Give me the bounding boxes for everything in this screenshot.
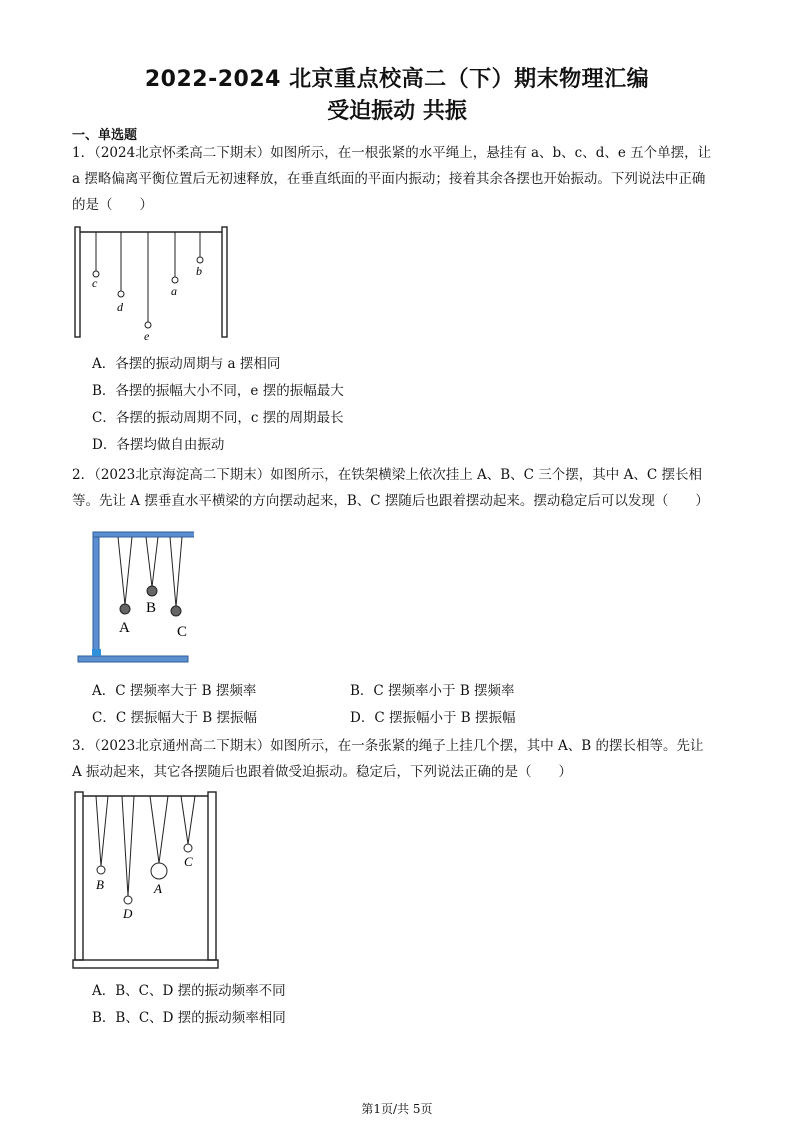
question-2 xyxy=(72,462,722,514)
label-a: a xyxy=(171,284,177,298)
figure-q1-pendulums xyxy=(70,224,235,344)
page-title: 2022-2024 北京重点校高二（下）期末物理汇编 xyxy=(144,67,650,92)
q3-option-a[interactable]: A．B、C、D 摆的振动频率不同 xyxy=(92,983,286,999)
label-A: A xyxy=(154,881,162,896)
label-A: A xyxy=(119,620,130,636)
question-1-stem-line2: a 摆略偏离平衡位置后无初速释放，在垂直纸面的平面内振动；接着其余各摆也开始振动。下列说法中正确 xyxy=(72,171,706,187)
q1-option-b[interactable]: B．各摆的振幅大小不同，e 摆的振幅最大 xyxy=(92,383,344,399)
question-text: 如图所示，在一条张紧的绳子上挂几个摆，其中 A、B 的摆长相等。先让 xyxy=(270,738,704,754)
label-B: B xyxy=(96,877,104,892)
label-C: C xyxy=(177,624,188,640)
label-C: C xyxy=(184,854,193,869)
q2-option-a[interactable]: A．C 摆频率大于 B 摆频率 xyxy=(92,683,257,699)
question-number: 1． xyxy=(72,145,95,161)
figure-q2-iron-stand xyxy=(76,528,194,668)
section-heading: 一、单选题 xyxy=(72,128,138,143)
question-text: 如图所示，在铁架横梁上依次挂上 A、B、C 三个摆，其中 A、C 摆长相 xyxy=(270,467,702,483)
question-source: （2023北京海淀高二下期末） xyxy=(94,467,271,483)
label-e: e xyxy=(144,329,150,343)
question-number: 3． xyxy=(72,738,95,754)
label-d: d xyxy=(117,300,123,314)
question-1-stem-line3: 的是（ ） xyxy=(72,197,153,213)
question-source: （2024北京怀柔高二下期末） xyxy=(94,145,271,161)
question-source: （2023北京通州高二下期末） xyxy=(94,738,271,754)
question-text: 如图所示，在一根张紧的水平绳上，悬挂有 a、b、c、d、e 五个单摆，让 xyxy=(270,145,712,161)
label-D: D xyxy=(123,906,133,921)
q2-option-d[interactable]: D．C 摆振幅小于 B 摆振幅 xyxy=(350,710,516,726)
question-1 xyxy=(72,140,722,218)
question-2-stem-line1 xyxy=(72,462,722,488)
question-3 xyxy=(72,733,722,785)
label-c: c xyxy=(92,276,98,290)
question-2-stem-line2: 等。先让 A 摆垂直水平横梁的方向摆动起来，B、C 摆随后也跟着摆动起来。摆动稳定后可以发现（ ） xyxy=(72,493,709,509)
q2-option-c[interactable]: C．C 摆振幅大于 B 摆振幅 xyxy=(92,710,257,726)
label-B: B xyxy=(146,600,157,616)
question-3-stem-line1 xyxy=(72,733,722,759)
question-3-stem-line2: A 振动起来，其它各摆随后也跟着做受迫振动。稳定后，下列说法正确的是（ ） xyxy=(72,764,573,780)
q1-option-a[interactable]: A．各摆的振动周期与 a 摆相同 xyxy=(92,356,281,372)
q2-option-b[interactable]: B．C 摆频率小于 B 摆频率 xyxy=(350,683,515,699)
question-1-stem-line1 xyxy=(72,140,722,166)
page-footer: 第1页/共 5页 xyxy=(361,1102,433,1116)
page-subtitle: 受迫振动 共振 xyxy=(327,99,467,124)
q1-option-c[interactable]: C．各摆的振动周期不同，c 摆的周期最长 xyxy=(92,410,344,426)
q1-option-d[interactable]: D．各摆均做自由振动 xyxy=(92,437,225,453)
q3-option-b[interactable]: B．B、C、D 摆的振动频率相同 xyxy=(92,1010,286,1026)
figure-q3-pendulums xyxy=(70,790,222,972)
label-b: b xyxy=(196,264,202,278)
question-number: 2． xyxy=(72,467,95,483)
